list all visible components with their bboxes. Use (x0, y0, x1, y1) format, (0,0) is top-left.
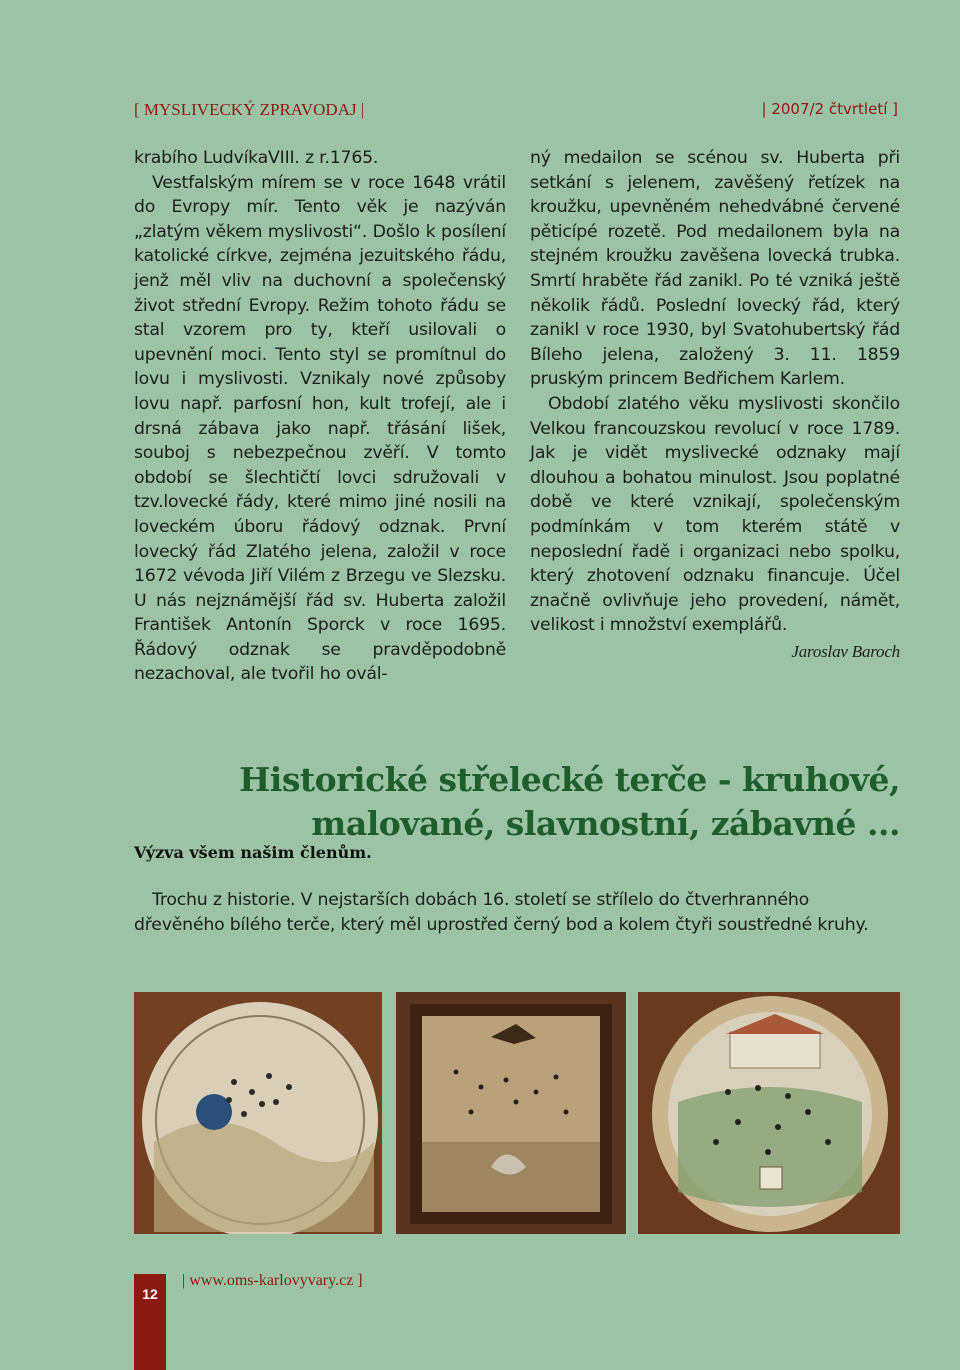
target-photo-round-1 (134, 992, 382, 1234)
paragraph: Období zlatého věku myslivosti skončilo Velkou francouzskou revolucí v roce 1789. Jak je vidět myslivecké odznaky mají dlouhou a bohatou minulost. Jsou poplatné době ve které vznikají, společenským podmínkám v tom kterém státě v neposlední řadě i organizaci nebo spolku, který zhotovení odznaku financuje. Účel značně ovlivňuje jeho provedení, námět, velikost i množství exemplářů. (530, 393, 900, 636)
magazine-title: [ MYSLIVECKÝ ZPRAVODAJ | (134, 100, 365, 119)
article-column-right (530, 146, 900, 664)
target-photo-framed (396, 992, 626, 1234)
paragraph: ný medailon se scénou sv. Huberta při setkání s jelenem, zavěšený řetízek na kroužku, upevněném nehedvábné červené pěticípé rozetě. Pod medailonem byla na stejném kroužku zavěšena lovecká trubka. Smrtí hraběte řád zanikl. Po té vzniká ještě několik řádů. Poslední lovecký řád, který zanikl v roce 1930, byl Svatohubertský řád Bíleho jelena, založený 3. 11. 1859 pruským princem Bedřichem Karlem. (530, 148, 900, 390)
author-signature: Jaroslav Baroch (791, 641, 900, 661)
article-headline (239, 758, 900, 846)
target-photo-round-2 (638, 992, 900, 1234)
footer-url[interactable]: | www.oms-karlovyvary.cz ] (182, 1272, 363, 1289)
issue-label: | 2007/2 čtvrtletí ] (761, 100, 898, 118)
headline-line-1: Historické střelecké terče - kruhové, (239, 760, 900, 799)
paragraph: Trochu z historie. V nejstarších dobách 16. století se střílelo do čtverhranného dřevěného bílého terče, který měl uprostřed černý bod a kolem čtyři soustředné kruhy. (134, 890, 869, 935)
article-column-left (134, 146, 506, 687)
article-subheading: Výzva všem našim členům. (134, 843, 372, 862)
paragraph: Vestfalským mírem se v roce 1648 vrátil do Evropy mír. Tento věk je nazýván „zlatým věkem myslivosti“. Došlo k posílení katolické církve, zejména jezuitského řádu, jenž měl vliv na duchovní a společenský život střední Evropy. Režim tohoto řádu se stal vzorem pro ty, kteří usilovali o upevnění moci. Tento styl se promítnul do lovu i myslivosti. Vznikaly nové způsoby lovu např. parfosní hon, kult trofejí, ale i drsná zábava jako např. třásání lišek, souboj s nebezpečnou zvěří. V tomto období se šlechtičtí lovci sdružovali v tzv.lovecké řády, které mimo jiné nosili na loveckém úboru řádový odznak. První lovecký řád Zlatého jelena, založil v roce 1672 vévoda Jiří Vilém z Brzegu ve Slezsku. U nás nejznámější řád sv. Huberta založil František Antonín Sporck v roce 1695. Řádový odznak se pravděpodobně nezachoval, ale tvořil ho ovál- (134, 172, 506, 685)
page-number: 12 (134, 1274, 166, 1370)
paragraph: krabího LudvíkaVIII. z r.1765. (134, 148, 379, 168)
article-intro (134, 888, 900, 937)
headline-line-2: malované, slavnostní, zábavné ... (311, 804, 900, 843)
